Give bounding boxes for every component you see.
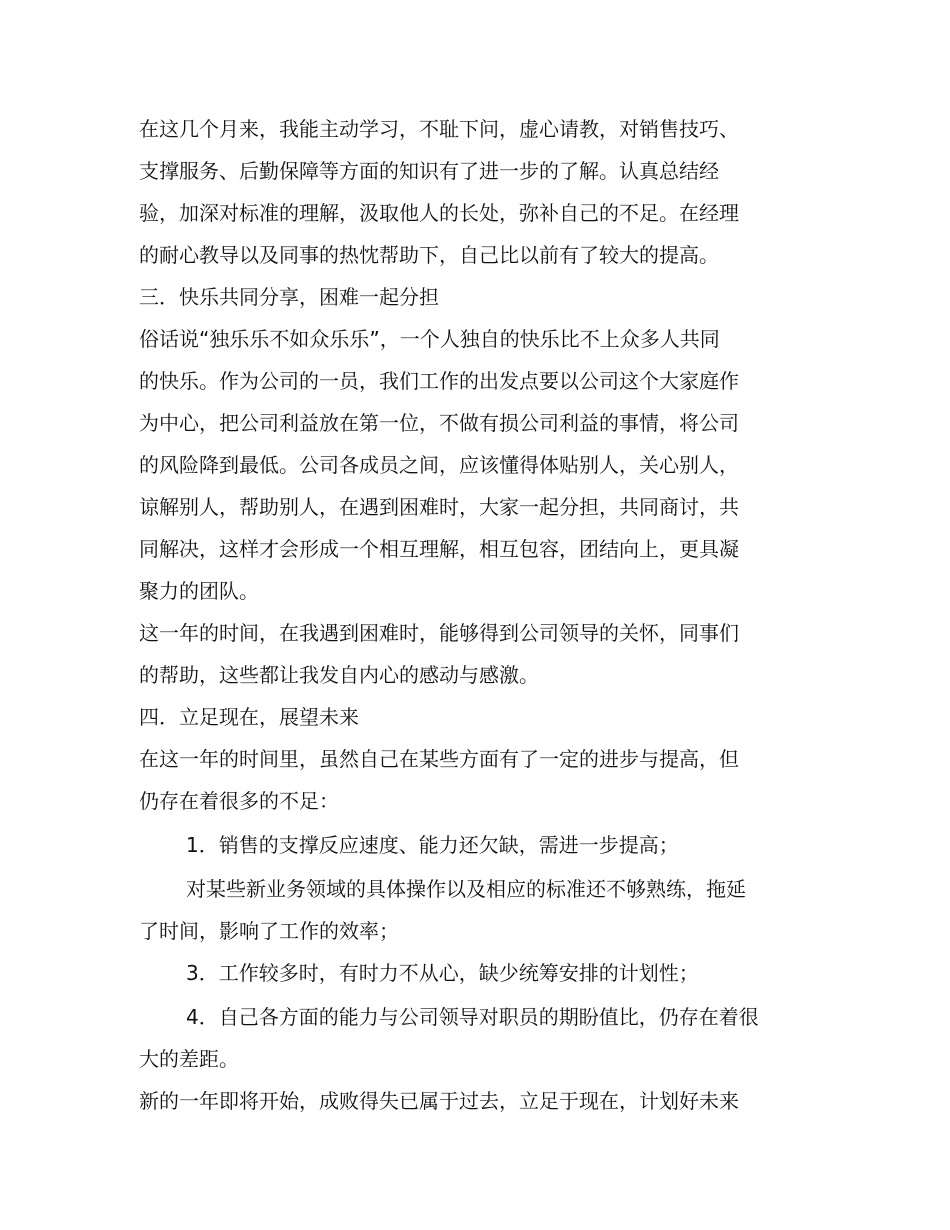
section-heading: 四．立足现在，展望未来: [139, 705, 359, 729]
paragraph-line: 聚力的团队。: [139, 579, 259, 603]
list-item: 4．自己各方面的能力与公司领导对职员的期盼值比，仍存在着很: [186, 1005, 759, 1029]
list-item: 对某些新业务领域的具体操作以及相应的标准还不够熟练，拖延: [186, 877, 746, 901]
paragraph-line: 验，加深对标准的理解，汲取他人的长处，弥补自己的不足。在经理: [139, 201, 739, 225]
paragraph-line: 的风险降到最低。公司各成员之间，应该懂得体贴别人，关心别人，: [139, 453, 739, 477]
section-heading: 三．快乐共同分享，困难一起分担: [139, 285, 439, 309]
paragraph-line: 了时间，影响了工作的效率；: [139, 919, 399, 943]
paragraph-line: 谅解别人，帮助别人，在遇到困难时，大家一起分担，共同商讨，共: [139, 495, 739, 519]
paragraph-line: 支撑服务、后勤保障等方面的知识有了进一步的了解。认真总结经: [139, 159, 719, 183]
paragraph-line: 的帮助，这些都让我发自内心的感动与感激。: [139, 663, 539, 687]
paragraph-line: 新的一年即将开始，成败得失已属于过去，立足于现在，计划好未来: [139, 1089, 739, 1113]
paragraph-line: 同解决，这样才会形成一个相互理解，相互包容，团结向上，更具凝: [139, 537, 739, 561]
paragraph-line: 这一年的时间，在我遇到困难时，能够得到公司领导的关怀，同事们: [139, 621, 739, 645]
paragraph-line: 在这一年的时间里，虽然自己在某些方面有了一定的进步与提高，但: [139, 747, 739, 771]
paragraph-line: 俗话说“独乐乐不如众乐乐”，一个人独自的快乐比不上众多人共同: [139, 327, 720, 351]
paragraph-line: 大的差距。: [139, 1047, 239, 1071]
paragraph-line: 仍存在着很多的不足：: [139, 789, 339, 813]
paragraph-line: 为中心，把公司利益放在第一位，不做有损公司利益的事情，将公司: [139, 411, 739, 435]
list-item: 3．工作较多时，有时力不从心，缺少统筹安排的计划性；: [186, 961, 699, 985]
paragraph-line: 在这几个月来，我能主动学习，不耻下问，虚心请教，对销售技巧、: [139, 117, 739, 141]
list-item: 1．销售的支撑反应速度、能力还欠缺，需进一步提高；: [186, 833, 679, 857]
paragraph-line: 的快乐。作为公司的一员，我们工作的出发点要以公司这个大家庭作: [139, 369, 739, 393]
paragraph-line: 的耐心教导以及同事的热忱帮助下，自己比以前有了较大的提高。: [139, 243, 719, 267]
